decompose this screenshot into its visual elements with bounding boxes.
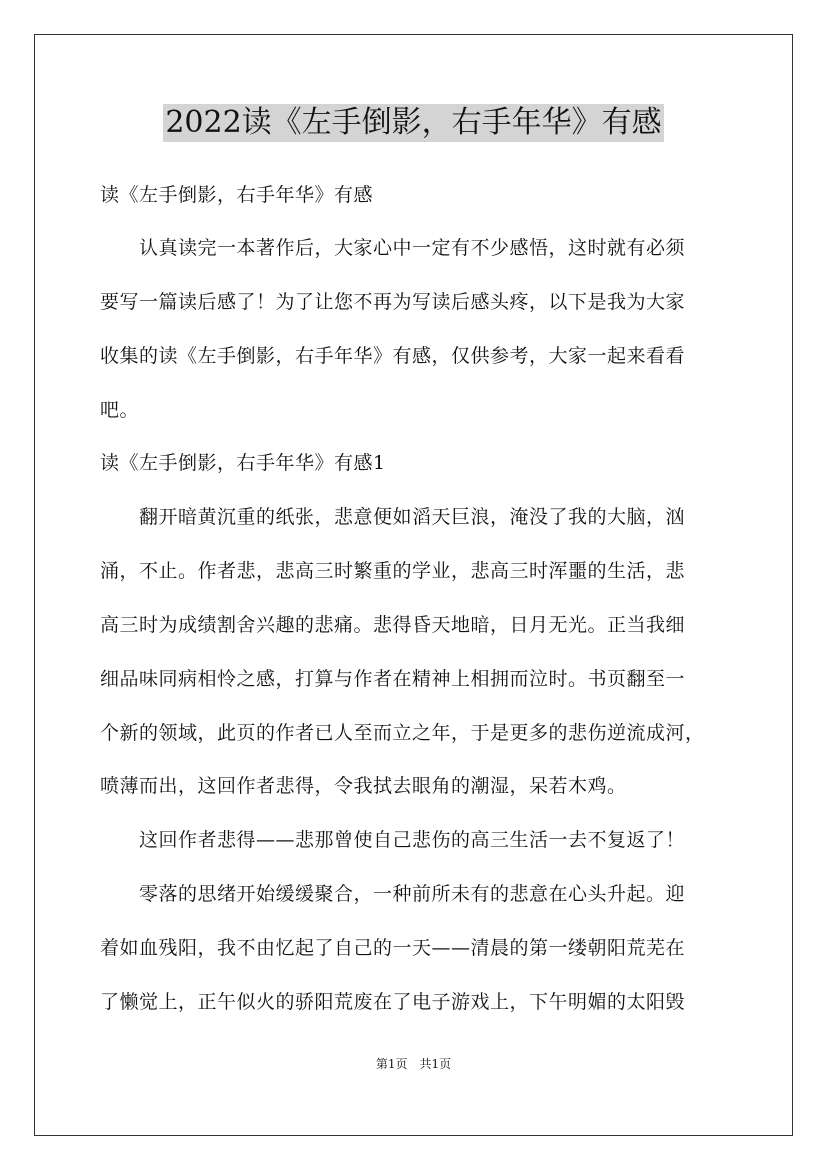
text-line: 个新的领域，此页的作者已人至而立之年，于是更多的悲伤逆流成河， (100, 722, 705, 744)
text-line: 读《左手倒影，右手年华》有感 (100, 184, 374, 206)
text-line: 高三时为成绩割舍兴趣的悲痛。悲得昏天地暗，日月无光。正当我细 (100, 614, 686, 636)
text-line: 了懒觉上，正午似火的骄阳荒废在了电子游戏上，下午明媚的太阳毁 (100, 991, 686, 1013)
text-line: 要写一篇读后感了！为了让您不再为写读后感头疼，以下是我为大家 (100, 291, 686, 313)
page-footer: 第1页 共1页 (375, 1057, 452, 1071)
text-line: 认真读完一本著作后，大家心中一定有不少感悟，这时就有必须 (100, 237, 686, 259)
text-line: 收集的读《左手倒影，右手年华》有感，仅供参考，大家一起来看看 (100, 345, 686, 367)
text-line: 涌，不止。作者悲，悲高三时繁重的学业，悲高三时浑噩的生活，悲 (100, 560, 686, 582)
title-wrap (0, 104, 827, 142)
text-line: 这回作者悲得——悲那曾使自己悲伤的高三生活一去不复返了！ (100, 829, 686, 851)
text-line: 细品味同病相怜之感，打算与作者在精神上相拥而泣时。书页翻至一 (100, 668, 686, 690)
text-line: 读《左手倒影，右手年华》有感1 (100, 452, 386, 474)
text-line: 翻开暗黄沉重的纸张，悲意便如滔天巨浪，淹没了我的大脑，汹 (100, 506, 686, 528)
document-title: 2022读《左手倒影，右手年华》有感 (165, 105, 662, 140)
text-line: 喷薄而出，这回作者悲得，令我拭去眼角的潮湿，呆若木鸡。 (100, 775, 627, 797)
text-line: 零落的思绪开始缓缓聚合，一种前所未有的悲意在心头升起。迎 (100, 883, 686, 905)
text-line: 吧。 (100, 399, 140, 421)
text-line: 着如血残阳，我不由忆起了自己的一天——清晨的第一缕朝阳荒芜在 (100, 937, 686, 959)
